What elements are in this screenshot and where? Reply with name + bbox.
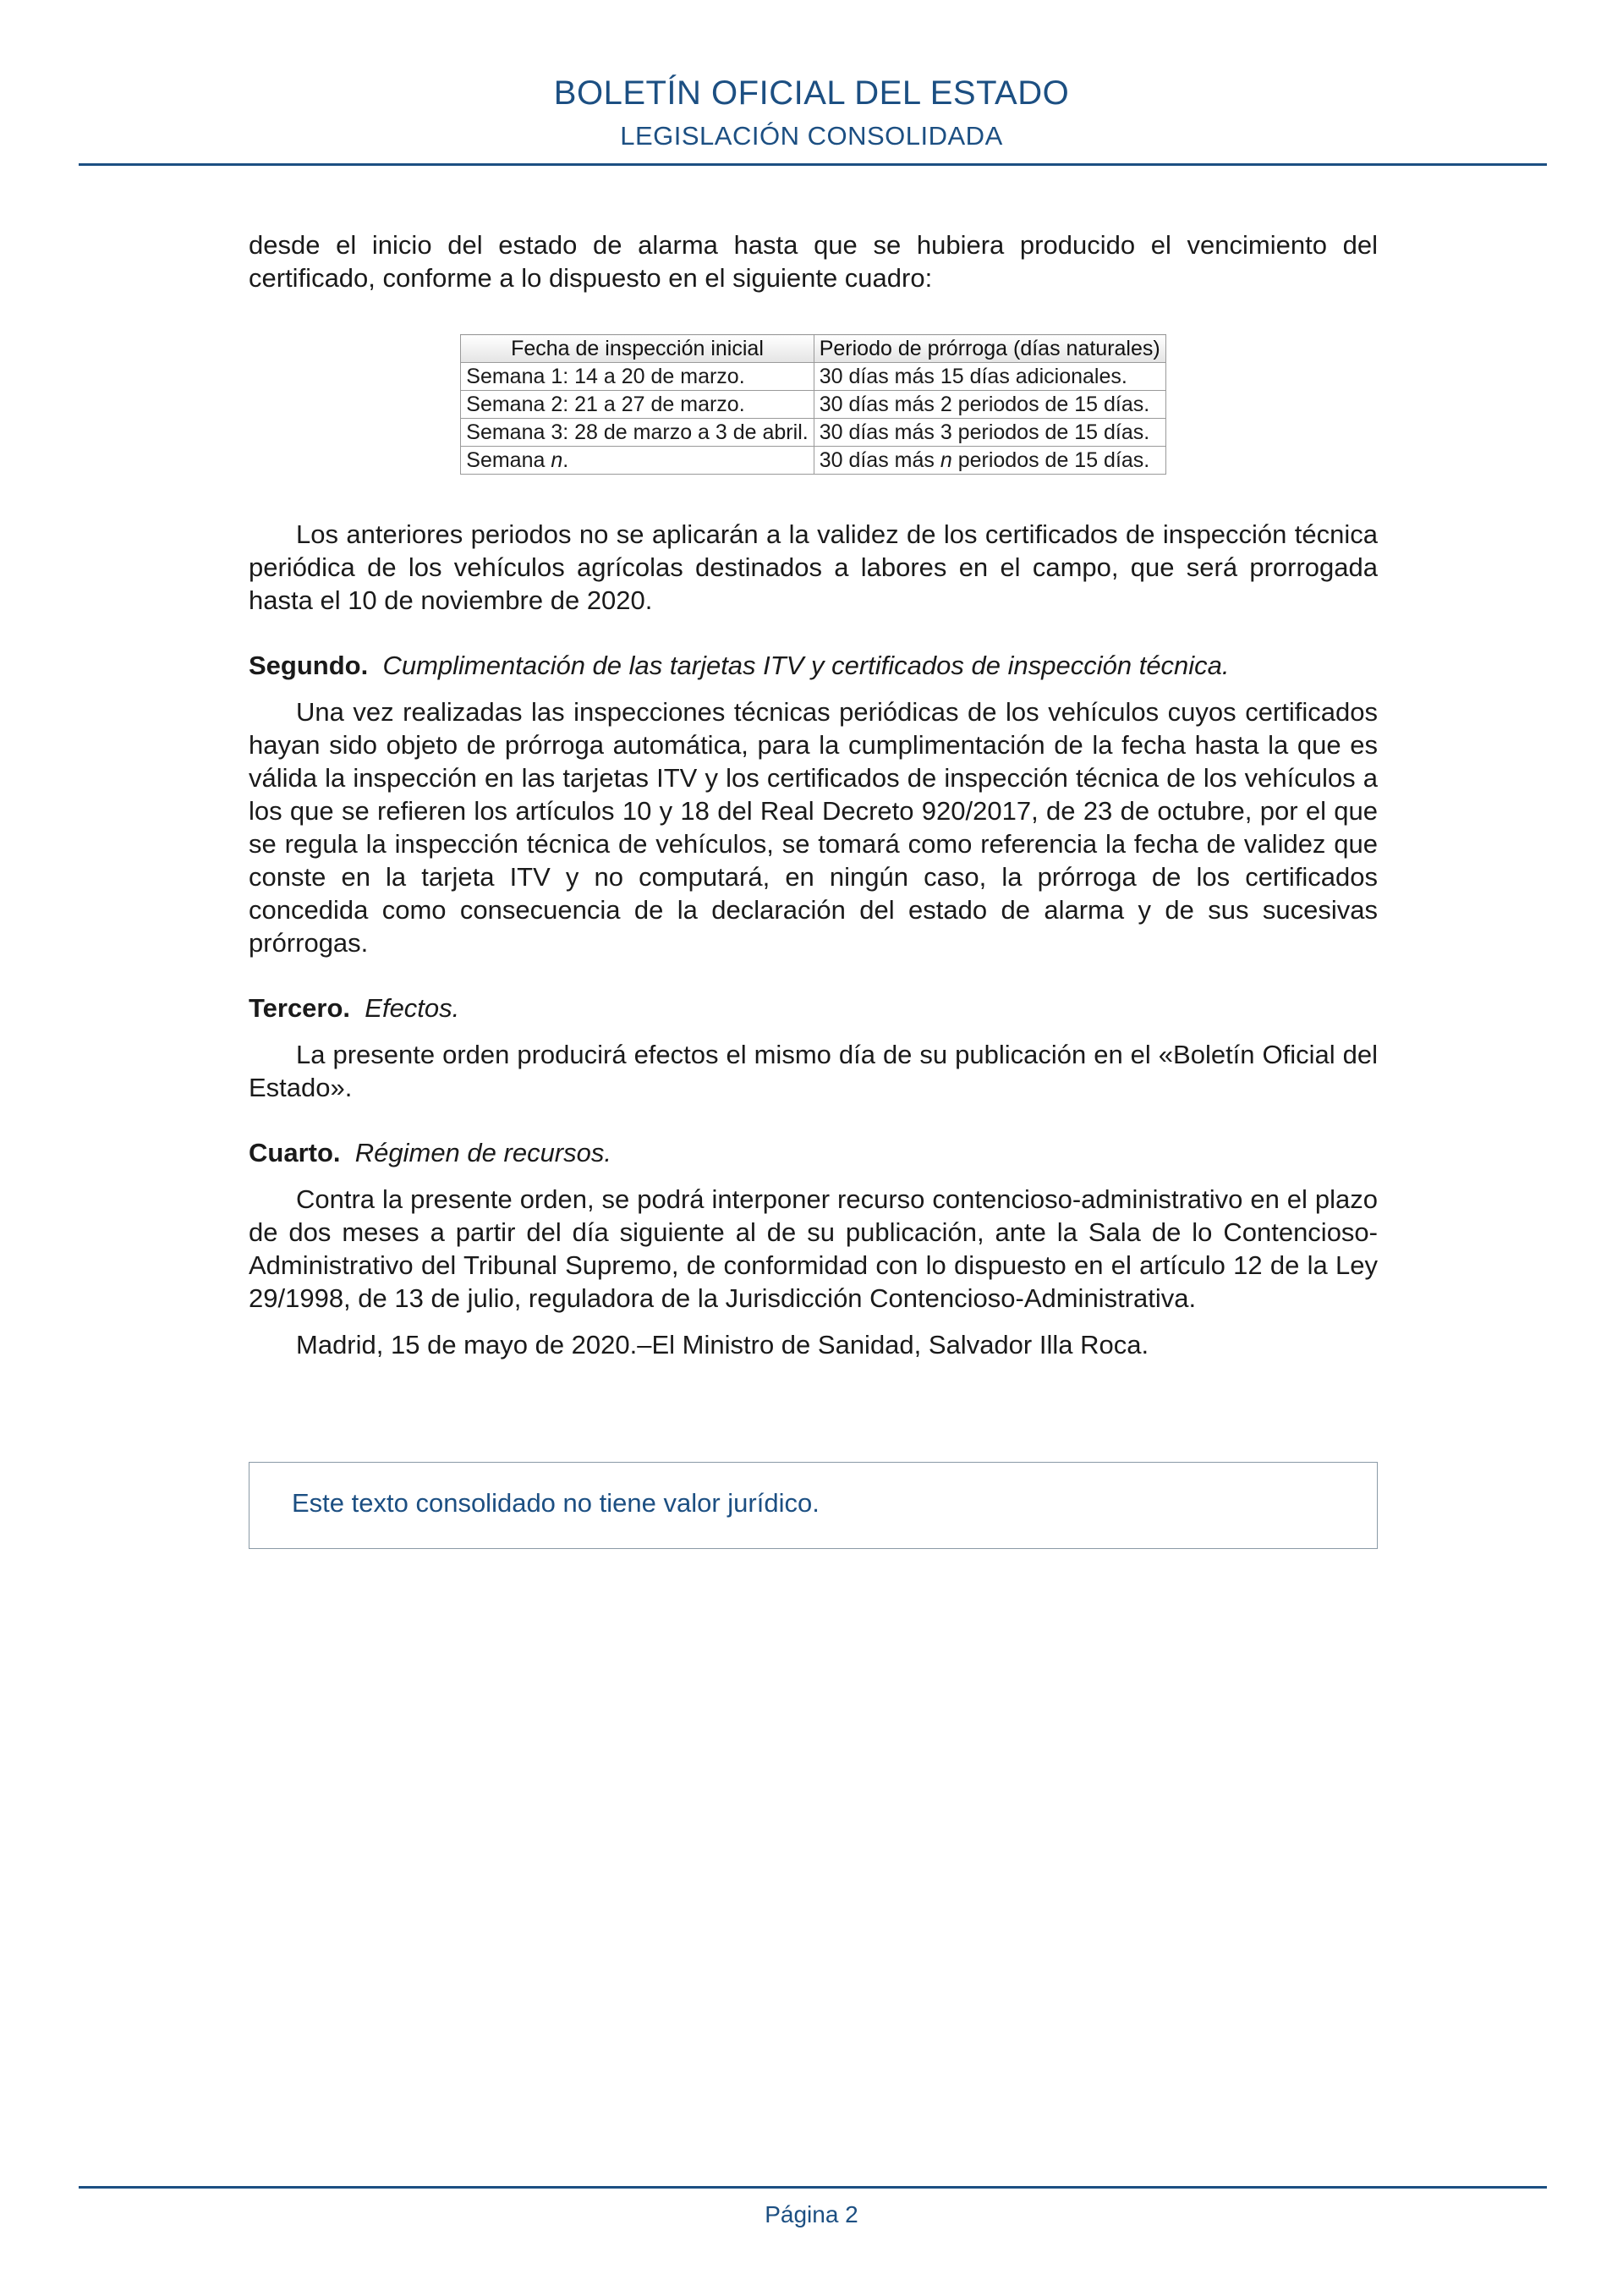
article-label: Tercero. bbox=[249, 993, 351, 1023]
intro-paragraph: desde el inicio del estado de alarma hasta que se hubiera producido el vencimiento del certificado, conforme a lo dispuesto en el siguiente cuadro: bbox=[249, 230, 1378, 293]
article-heading-segundo bbox=[249, 649, 1378, 682]
bulletin-title: BOLETÍN OFICIAL DEL ESTADO bbox=[553, 74, 1070, 112]
article-text-tercero: La presente orden producirá efectos el mismo día de su publicación en el «Boletín Oficial del Estado». bbox=[249, 1040, 1378, 1102]
article-label: Cuarto. bbox=[249, 1138, 341, 1167]
table-cell: 30 días más 15 días adicionales. bbox=[814, 363, 1165, 391]
signature-line: Madrid, 15 de mayo de 2020.–El Ministro de Sanidad, Salvador Illa Roca. bbox=[296, 1330, 1149, 1359]
legal-notice-box bbox=[249, 1462, 1378, 1549]
table-cell: Semana 2: 21 a 27 de marzo. bbox=[461, 391, 814, 419]
table-header-cell: Periodo de prórroga (días naturales) bbox=[814, 335, 1165, 363]
article-heading-cuarto bbox=[249, 1136, 1378, 1169]
table-cell: Semana 3: 28 de marzo a 3 de abril. bbox=[461, 419, 814, 447]
table-header-cell: Fecha de inspección inicial bbox=[461, 335, 814, 363]
table-cell: Semana 1: 14 a 20 de marzo. bbox=[461, 363, 814, 391]
table-cell: 30 días más 3 periodos de 15 días. bbox=[814, 419, 1165, 447]
table-row bbox=[461, 447, 1165, 475]
agricultural-paragraph: Los anteriores periodos no se aplicarán a la validez de los certificados de inspección técnica periódica de los vehículos agrícolas destinados a labores en el campo, que será prorrogada hasta el 10 de noviembre de 2020. bbox=[249, 519, 1378, 615]
article-heading-tercero bbox=[249, 991, 1378, 1024]
table-cell: Semana n. bbox=[461, 447, 814, 475]
footer-divider bbox=[79, 2186, 1547, 2189]
bulletin-subtitle: LEGISLACIÓN CONSOLIDADA bbox=[620, 121, 1003, 151]
article-text-cuarto: Contra la presente orden, se podrá interponer recurso contencioso-administrativo en el plazo de dos meses a partir del día siguiente al de su publicación, ante la Sala de lo Contencioso-Administrativo del Tribunal Supremo, de conformidad con lo dispuesto en el artículo 12 de la Ley 29/1998, de 13 de julio, reguladora de la Jurisdicción Contencioso-Administrativa. bbox=[249, 1184, 1378, 1313]
table-row bbox=[461, 391, 1165, 419]
extension-table bbox=[460, 334, 1165, 475]
page-number: Página 2 bbox=[765, 2201, 858, 2227]
table-header-row bbox=[461, 335, 1165, 363]
legal-notice-text: Este texto consolidado no tiene valor jurídico. bbox=[292, 1488, 820, 1518]
article-text-segundo: Una vez realizadas las inspecciones técnicas periódicas de los vehículos cuyos certificados hayan sido objeto de prórroga automática, para la cumplimentación de la fecha hasta la que es válida la inspección en las tarjetas ITV y los certificados de inspección técnica de los vehículos a los que se refieren los artículos 10 y 18 del Real Decreto 920/2017, de 23 de octubre, por el que se regula la inspección técnica de vehículos, se tomará como referencia la fecha de validez que conste en la tarjeta ITV y no computará, en ningún caso, la prórroga de los certificados concedida como consecuencia de la declaración del estado de alarma y de sus sucesivas prórrogas. bbox=[249, 697, 1378, 958]
article-label: Segundo. bbox=[249, 651, 369, 680]
table-cell: 30 días más n periodos de 15 días. bbox=[814, 447, 1165, 475]
table-row bbox=[461, 419, 1165, 447]
article-title: Régimen de recursos. bbox=[354, 1138, 611, 1167]
article-title: Efectos. bbox=[365, 993, 460, 1023]
article-title: Cumplimentación de las tarjetas ITV y certificados de inspección técnica. bbox=[382, 651, 1230, 680]
header-divider bbox=[79, 163, 1547, 166]
document-body bbox=[249, 228, 1378, 1361]
table-row bbox=[461, 363, 1165, 391]
table-cell: 30 días más 2 periodos de 15 días. bbox=[814, 391, 1165, 419]
